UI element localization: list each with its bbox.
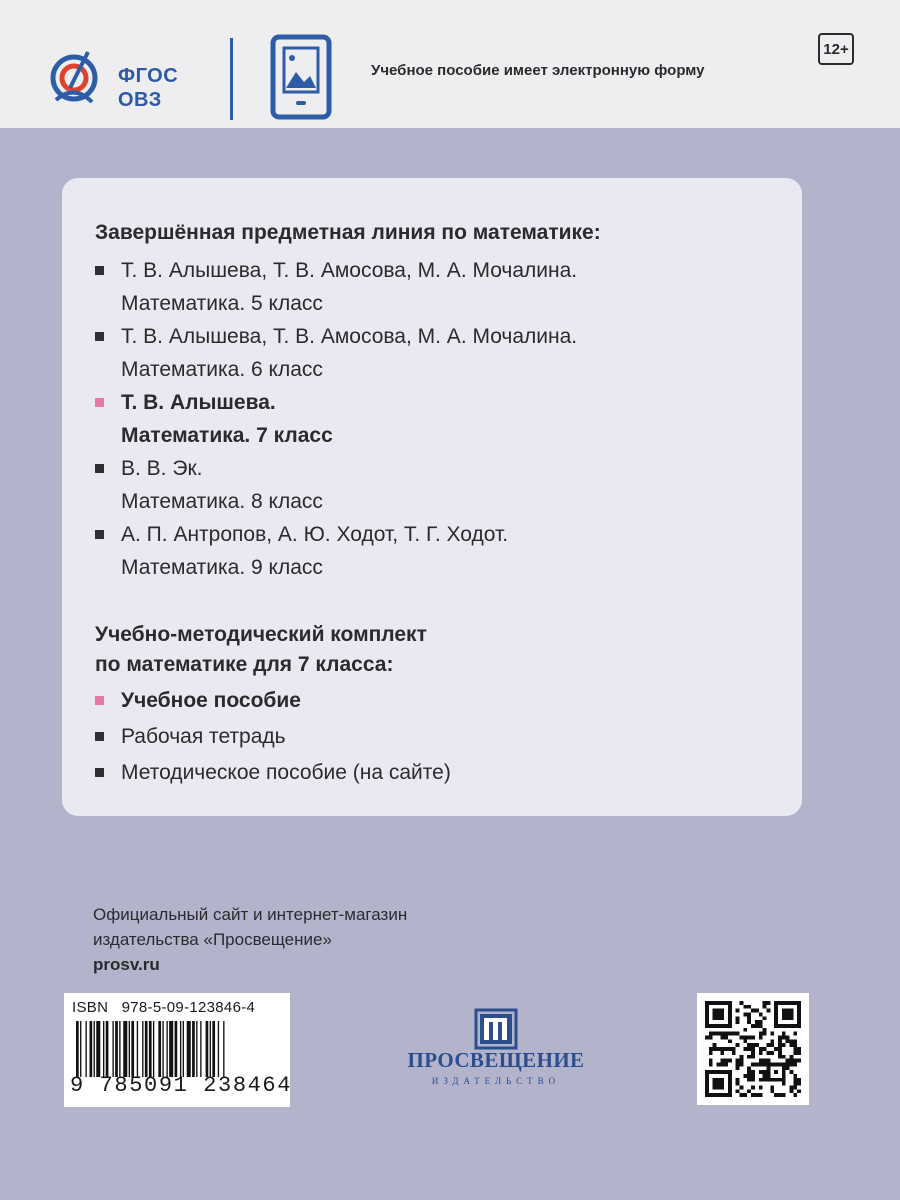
kit-item-label: Методическое пособие (на сайте) — [121, 761, 451, 784]
barcode-bars-icon — [70, 1021, 284, 1077]
bullet-icon — [95, 768, 104, 777]
publisher-info-line: издательства «Просвещение» — [93, 930, 332, 949]
kit-item — [95, 720, 785, 753]
item-line: Математика. 6 класс — [121, 358, 323, 381]
qr-code-icon — [705, 1001, 801, 1097]
highlight-bullet-icon — [95, 696, 104, 705]
item-line: Математика. 5 класс — [121, 292, 323, 315]
item-line: Т. В. Алышева, Т. В. Амосова, М. А. Мочалина. — [121, 325, 578, 348]
header-divider — [230, 38, 233, 120]
bullet-icon — [95, 530, 104, 539]
bullet-icon — [95, 464, 104, 473]
age-rating-badge: 12+ — [818, 33, 854, 65]
ovz-label: ОВЗ — [118, 89, 162, 111]
tablet-icon — [270, 34, 332, 120]
isbn-number: 978-5-09-123846-4 — [121, 999, 256, 1016]
barcode-digits: 9 785091 238464 — [70, 1073, 293, 1098]
publisher-info — [93, 902, 407, 977]
isbn-label: ISBN — [72, 999, 109, 1016]
bullet-icon — [95, 266, 104, 275]
item-line: В. В. Эк. — [121, 457, 203, 480]
electronic-form-note: Учебное пособие имеет электронную форму — [371, 62, 705, 79]
highlight-bullet-icon — [95, 398, 104, 407]
subject-line-item — [95, 254, 785, 320]
kit-item-label: Учебное пособие — [121, 689, 301, 712]
kit-item-highlighted — [95, 684, 785, 717]
publisher-info-line: Официальный сайт и интернет-магазин — [93, 905, 408, 924]
prosveshchenie-logo-icon — [474, 1008, 518, 1050]
publisher-name: ПРОСВЕЩЕНИЕ — [407, 1048, 585, 1072]
publisher-url-link[interactable]: prosv.ru — [93, 955, 160, 974]
publisher-subtitle: ИЗДАТЕЛЬСТВО — [431, 1076, 561, 1086]
kit-item — [95, 756, 785, 789]
kit-heading-line: по математике для 7 класса: — [95, 653, 394, 676]
subject-line-item-highlighted — [95, 386, 785, 452]
item-line: Математика. 9 класс — [121, 556, 323, 579]
item-line: Математика. 7 класс — [121, 424, 333, 447]
qr-code[interactable] — [697, 993, 809, 1105]
item-line: А. П. Антропов, А. Ю. Ходот, Т. Г. Ходот. — [121, 523, 509, 546]
item-line: Т. В. Алышева, Т. В. Амосова, М. А. Мочалина. — [121, 259, 578, 282]
kit-heading — [95, 620, 427, 680]
isbn-barcode — [64, 993, 293, 1107]
subject-line-item — [95, 518, 785, 584]
subject-line-heading: Завершённая предметная линия по математике: — [95, 221, 601, 244]
subject-line-item — [95, 320, 785, 386]
kit-item-label: Рабочая тетрадь — [121, 725, 286, 748]
fgos-ovz-label — [118, 64, 178, 112]
kit-heading-line: Учебно-методический комплект — [95, 623, 427, 646]
item-line: Т. В. Алышева. — [121, 391, 276, 414]
subject-line-item — [95, 452, 785, 518]
isbn-line — [72, 999, 255, 1016]
item-line: Математика. 8 класс — [121, 490, 323, 513]
bullet-icon — [95, 732, 104, 741]
fgos-logo-icon — [48, 44, 104, 110]
fgos-label: ФГОС — [118, 65, 179, 87]
bullet-icon — [95, 332, 104, 341]
